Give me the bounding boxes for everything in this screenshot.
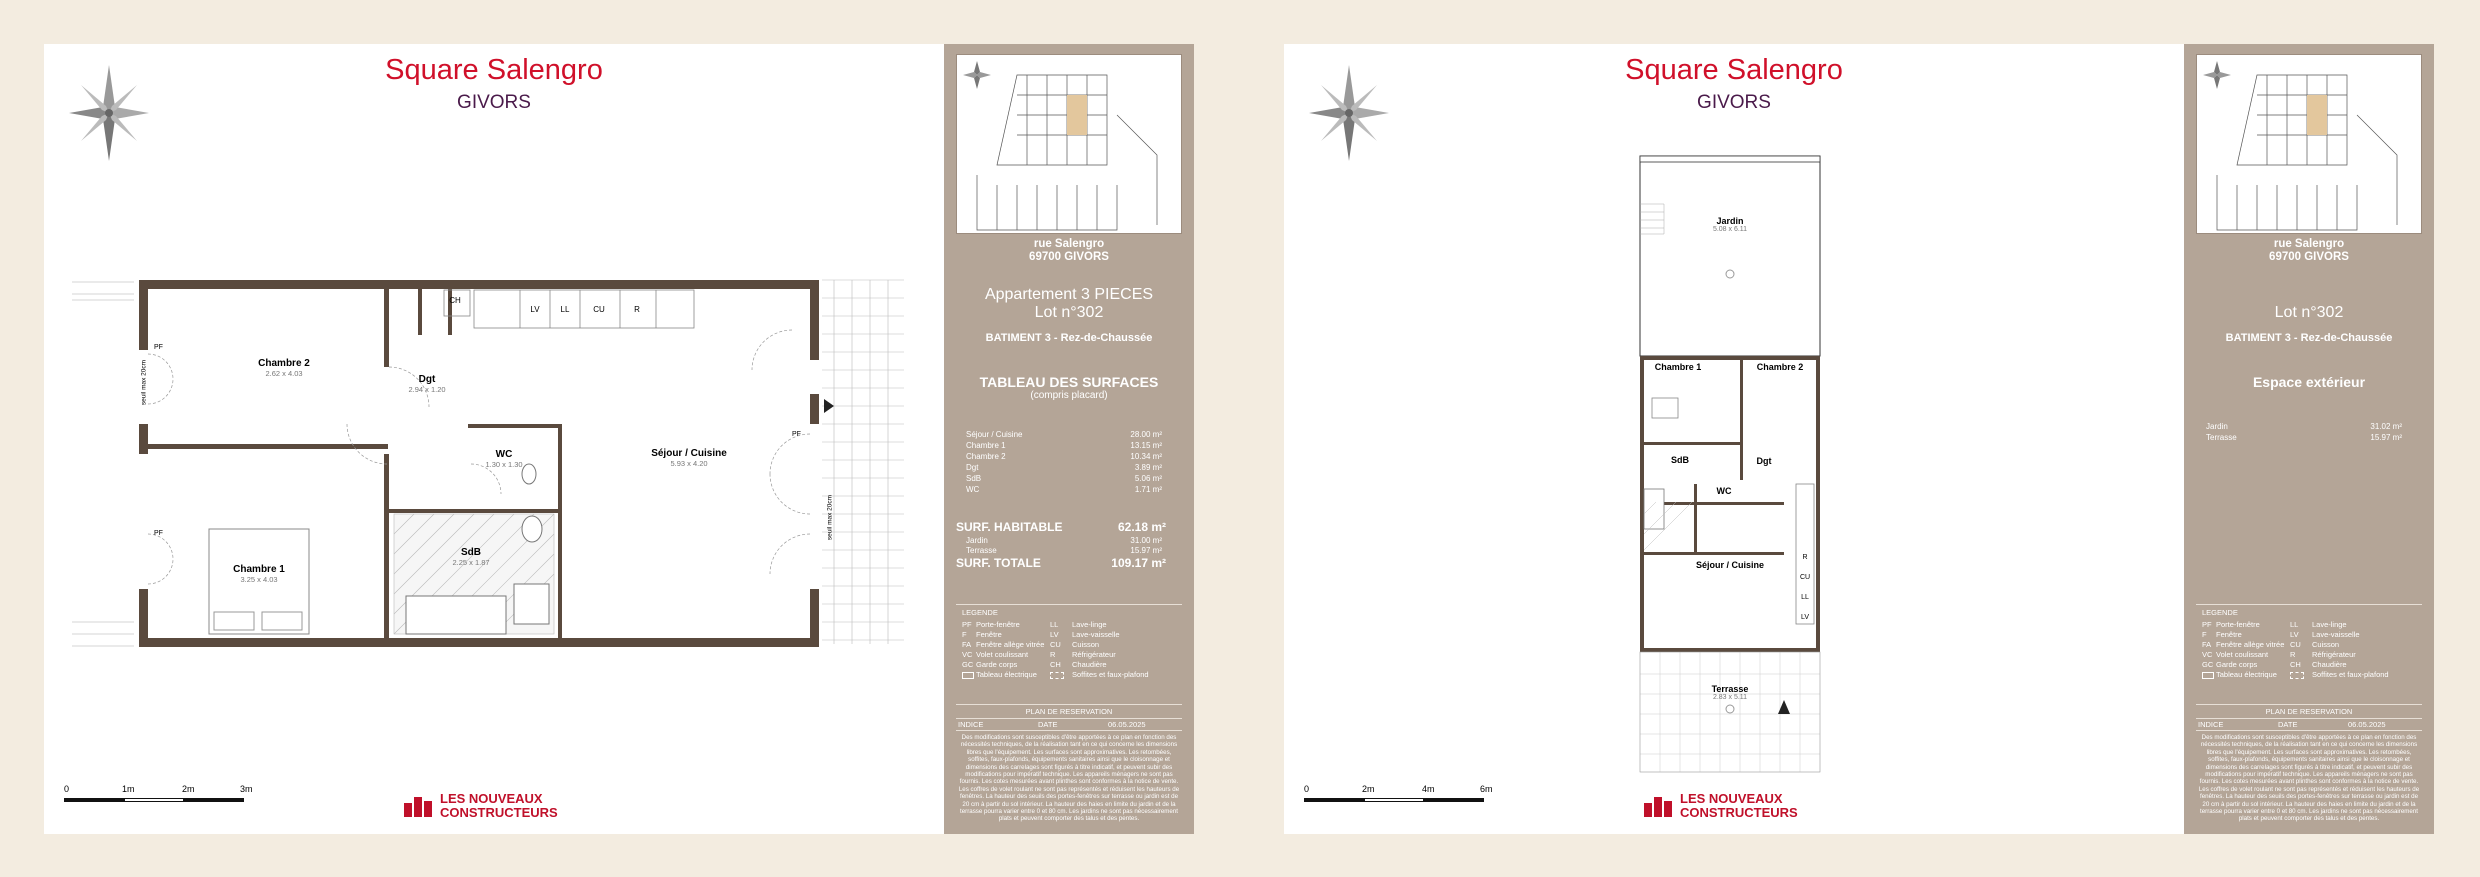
room-sdb xyxy=(436,547,506,567)
surface-row xyxy=(966,463,1162,472)
legend-text: Réfrigérateur xyxy=(1072,650,1116,659)
legend-text: Réfrigérateur xyxy=(2312,650,2356,659)
room-dim: 2.83 x 5.11 xyxy=(1712,694,1748,701)
legend-code: LV xyxy=(1050,630,1059,639)
address-line1: rue Salengro xyxy=(2273,238,2345,250)
info-panel xyxy=(2184,44,2434,834)
room-terrasse xyxy=(1690,684,1770,701)
batiment-level: BATIMENT 3 - Rez-de-Chaussée xyxy=(985,332,1153,344)
equip-ch: CH xyxy=(449,296,461,305)
indice-label: INDICE xyxy=(2198,720,2224,729)
site-map xyxy=(956,54,1182,234)
legend-text: Fenêtre allège vitrée xyxy=(2216,640,2285,649)
surface-table-title: TABLEAU DES SURFACES xyxy=(979,374,1159,390)
logo-line1: LES NOUVEAUX xyxy=(1680,791,1783,806)
legend-text: Cuisson xyxy=(2312,640,2340,649)
room-sejour xyxy=(624,448,754,468)
electric-panel-icon xyxy=(2202,672,2214,679)
surface-label: Chambre 2 xyxy=(966,452,1006,461)
legend-text: Soffites et faux-plafond xyxy=(2312,670,2389,679)
legend-code: GC xyxy=(2202,660,2214,669)
disclaimer: Des modifications sont susceptibles d'être apportées à ce plan en fonction des nécessités techniques, de la réalisation tant en ce qui concerne les dimensions libres que l'équipement. Les surfaces sont approximatives. Les retombées, soffites, faux-plafonds, équipements sanitaires ainsi que le cloisonnage et dimensions des carrelages sont figurés à titre indicatif, et peuvent subir des modifications pour impératif technique. Les appareils ménagers ne sont pas fournis. Les cotes mesurées avant plinthes sont conformes à la notice de vente. Les coffres de volet roulant ne sont pas représentés et réduisent les hauteurs de fenêtres. La hauteur des seuils des portes-fenêtres sur terrasse ou jardin est de 20 cm à partir du sol intérieur. La hauteur des haies en limite du jardin et de la terrasse pourra varier entre 0 et 80 cm. Les jardins ne sont pas nécessairement plats et peuvent comporter des talus et des pentes. xyxy=(958,734,1180,823)
legend xyxy=(2196,604,2422,679)
room-wc xyxy=(469,449,539,469)
exterior-row xyxy=(966,546,1162,555)
seuil-label: seuil max 20cm xyxy=(826,494,834,541)
surface-table-subtitle: (compris placard) xyxy=(1030,390,1108,401)
room-dim: 5.08 x 6.11 xyxy=(1712,226,1748,233)
address-line2: 69700 GIVORS xyxy=(1029,251,1109,263)
room-name: Séjour / Cuisine xyxy=(651,448,727,459)
room-dim: 2.94 x 1.20 xyxy=(408,385,446,394)
legend-text: Volet coulissant xyxy=(976,650,1029,659)
electric-panel-icon xyxy=(962,672,974,679)
legend-text: Fenêtre allège vitrée xyxy=(976,640,1045,649)
logo-building-icon xyxy=(404,795,432,817)
room-dim: 2.25 x 1.87 xyxy=(452,558,490,567)
surf-totale-label: SURF. TOTALE xyxy=(956,556,1041,570)
surface-label: Séjour / Cuisine xyxy=(966,430,1023,439)
legend-code: CH xyxy=(2290,660,2301,669)
legend-text: Fenêtre xyxy=(2216,630,2242,639)
exterior-value: 31.02 m² xyxy=(2370,422,2402,431)
legend-text: Fenêtre xyxy=(976,630,1002,639)
surface-value: 3.89 m² xyxy=(1134,463,1162,472)
room-name: Jardin xyxy=(1716,216,1744,226)
equip-cu: CU xyxy=(1799,574,1811,581)
surface-label: Chambre 1 xyxy=(966,441,1006,450)
pf-label: PF xyxy=(792,431,801,438)
surf-totale xyxy=(956,556,1166,570)
legend-code: F xyxy=(962,630,967,639)
date-value: 06.05.2025 xyxy=(2348,720,2386,729)
legend-code: R xyxy=(2290,650,2296,659)
legend-text: Tableau électrique xyxy=(2216,670,2277,679)
reservation-block xyxy=(2196,704,2422,731)
reservation-title: PLAN DE RESERVATION xyxy=(956,704,1182,716)
room-name: Chambre 2 xyxy=(258,358,310,369)
company-logo xyxy=(404,792,558,820)
legend-text: Soffites et faux-plafond xyxy=(1072,670,1149,679)
equip-r: R xyxy=(1802,554,1808,561)
legend-text: Cuisson xyxy=(1072,640,1100,649)
info-panel xyxy=(944,44,1194,834)
room-dim: 5.93 x 4.20 xyxy=(670,459,708,468)
room-name: SdB xyxy=(461,547,481,558)
legend-code: R xyxy=(1050,650,1056,659)
surf-habitable xyxy=(956,520,1166,534)
equip-column xyxy=(1798,548,1812,628)
legend-text: Lave-linge xyxy=(2312,620,2347,629)
legend-code: LL xyxy=(1050,620,1059,629)
scale-tick: 0 xyxy=(64,784,70,794)
address-line1: rue Salengro xyxy=(1033,238,1105,250)
legend-text: Chaudière xyxy=(1072,660,1107,669)
legend-code: LL xyxy=(2290,620,2299,629)
legend-code: FA xyxy=(2202,640,2212,649)
room-chambre2: Chambre 2 xyxy=(1756,362,1804,372)
plan-sheet-exterior xyxy=(1284,44,2434,834)
pf-label: PF xyxy=(154,344,163,351)
pf-label: PF xyxy=(154,530,163,537)
logo-line2: CONSTRUCTEURS xyxy=(440,805,558,820)
room-sdb: SdB xyxy=(1671,455,1689,465)
mini-compass-icon xyxy=(961,59,993,91)
plan-sheet-interior xyxy=(44,44,1194,834)
disclaimer: Des modifications sont susceptibles d'être apportées à ce plan en fonction des nécessités techniques, de la réalisation tant en ce qui concerne les dimensions libres que l'équipement. Les surfaces sont approximatives. Les retombées, soffites, faux-plafonds, équipements sanitaires ainsi que le cloisonnage et dimensions des carrelages sont figurés à titre indicatif, et peuvent subir des modifications pour impératif technique. Les appareils ménagers ne sont pas fournis. Les cotes mesurées avant plinthes sont conformes à la notice de vente. Les coffres de volet roulant ne sont pas représentés et réduisent les hauteurs de fenêtres. La hauteur des seuils des portes-fenêtres sur terrasse ou jardin est de 20 cm à partir du sol intérieur. La hauteur des haies en limite du jardin et de la terrasse pourra varier entre 0 et 80 cm. Les jardins ne sont pas nécessairement plats et peuvent comporter des talus et des pentes. xyxy=(2198,734,2420,823)
exterior-row xyxy=(966,536,1162,545)
room-sejour: Séjour / Cuisine xyxy=(1695,560,1764,570)
scale-bar xyxy=(1304,784,1504,810)
equip-ll: LL xyxy=(560,305,570,314)
legend-code: VC xyxy=(962,650,973,659)
scale-tick: 0 xyxy=(1304,784,1310,794)
scale-bar xyxy=(64,784,264,810)
exterior-label: Jardin xyxy=(966,536,988,545)
room-dgt: Dgt xyxy=(1756,456,1772,466)
scale-tick: 4m xyxy=(1422,784,1435,794)
room-name: Terrasse xyxy=(1711,684,1749,694)
apartment-type: Appartement 3 PIECES xyxy=(984,286,1154,303)
exterior-value: 15.97 m² xyxy=(2370,433,2402,442)
room-wc: WC xyxy=(1716,486,1732,496)
legend-text: Lave-vaisselle xyxy=(1072,630,1120,639)
room-chambre1: Chambre 1 xyxy=(1654,362,1702,372)
room-name: Chambre 1 xyxy=(233,564,285,575)
scale-tick: 2m xyxy=(182,784,195,794)
soffite-icon xyxy=(1050,672,1064,679)
surf-totale-value: 109.17 m² xyxy=(1111,556,1166,570)
date-label: DATE xyxy=(2278,720,2298,729)
plan-area xyxy=(1284,44,2184,834)
lot-number: Lot n°302 xyxy=(2274,304,2344,321)
exterior-value: 31.00 m² xyxy=(1130,536,1162,545)
scale-tick: 2m xyxy=(1362,784,1375,794)
legend-text: Porte-fenêtre xyxy=(976,620,1020,629)
equip-cu: CU xyxy=(593,305,605,314)
lot-number: Lot n°302 xyxy=(1034,304,1104,321)
logo-line2: CONSTRUCTEURS xyxy=(1680,805,1798,820)
surface-label: Dgt xyxy=(966,463,979,472)
surface-row xyxy=(966,430,1162,439)
room-dim: 2.62 x 4.03 xyxy=(265,369,303,378)
exterior-label: Terrasse xyxy=(2206,433,2237,442)
room-chambre1 xyxy=(204,564,314,584)
exterior-row xyxy=(2206,422,2402,431)
project-title: Square Salengro xyxy=(1625,54,1843,86)
legend-code: FA xyxy=(962,640,972,649)
site-map xyxy=(2196,54,2422,234)
legend-text: Tableau électrique xyxy=(976,670,1037,679)
surface-value: 1.71 m² xyxy=(1134,485,1162,494)
room-dgt xyxy=(392,374,462,394)
surface-label: WC xyxy=(966,485,980,494)
scale-tick: 3m xyxy=(240,784,253,794)
legend-code: CU xyxy=(2290,640,2301,649)
legend-text: Lave-vaisselle xyxy=(2312,630,2360,639)
scale-tick: 6m xyxy=(1480,784,1493,794)
legend-text: Garde corps xyxy=(976,660,1018,669)
surf-habitable-label: SURF. HABITABLE xyxy=(956,520,1063,534)
equip-ll: LL xyxy=(1801,594,1809,601)
date-value: 06.05.2025 xyxy=(1108,720,1146,729)
surf-habitable-value: 62.18 m² xyxy=(1117,520,1166,534)
address-line2: 69700 GIVORS xyxy=(2269,251,2349,263)
exterior-section-title: Espace extérieur xyxy=(2252,374,2366,390)
exterior-label: Terrasse xyxy=(966,546,997,555)
surface-row xyxy=(966,452,1162,461)
room-name: WC xyxy=(495,449,513,460)
surface-value: 10.34 m² xyxy=(1130,452,1162,461)
room-jardin xyxy=(1690,216,1770,233)
room-dim: 1.30 x 1.30 xyxy=(485,460,523,469)
logo-line1: LES NOUVEAUX xyxy=(440,791,543,806)
legend-text: Chaudière xyxy=(2312,660,2347,669)
surface-label: SdB xyxy=(966,474,982,483)
exterior-label: Jardin xyxy=(2206,422,2228,431)
reservation-block xyxy=(956,704,1182,731)
legend-code: PF xyxy=(962,620,972,629)
floor-plan-drawing xyxy=(1284,44,2184,834)
surface-value: 13.15 m² xyxy=(1130,441,1162,450)
legend-code: LV xyxy=(2290,630,2299,639)
legend-code: CU xyxy=(1050,640,1061,649)
exterior-value: 15.97 m² xyxy=(1130,546,1162,555)
scale-tick: 1m xyxy=(122,784,135,794)
exterior-row xyxy=(2206,433,2402,442)
legend-text: Volet coulissant xyxy=(2216,650,2269,659)
legend-text: Lave-linge xyxy=(1072,620,1107,629)
legend-title: LEGENDE xyxy=(962,608,998,617)
legend-code: PF xyxy=(2202,620,2212,629)
legend-text: Porte-fenêtre xyxy=(2216,620,2260,629)
room-dim: 3.25 x 4.03 xyxy=(240,575,278,584)
company-logo xyxy=(1644,792,1798,820)
equip-r: R xyxy=(634,305,640,314)
date-label: DATE xyxy=(1038,720,1058,729)
project-city: GIVORS xyxy=(457,92,531,113)
equip-lv: LV xyxy=(1800,614,1810,621)
equip-lv: LV xyxy=(530,305,540,314)
logo-building-icon xyxy=(1644,795,1672,817)
project-title: Square Salengro xyxy=(385,54,603,86)
room-name: Dgt xyxy=(418,374,436,385)
seuil-label: seuil max 20cm xyxy=(140,359,148,406)
room-chambre2 xyxy=(224,358,344,378)
project-city: GIVORS xyxy=(1697,92,1771,113)
legend-code: F xyxy=(2202,630,2207,639)
surface-row xyxy=(966,441,1162,450)
legend-code: CH xyxy=(1050,660,1061,669)
legend-code: GC xyxy=(962,660,974,669)
legend-text: Garde corps xyxy=(2216,660,2258,669)
mini-compass-icon xyxy=(2201,59,2233,91)
batiment-level: BATIMENT 3 - Rez-de-Chaussée xyxy=(2225,332,2393,344)
soffite-icon xyxy=(2290,672,2304,679)
surface-value: 28.00 m² xyxy=(1130,430,1162,439)
surface-row xyxy=(966,474,1162,483)
legend-title: LEGENDE xyxy=(2202,608,2238,617)
indice-label: INDICE xyxy=(958,720,984,729)
plan-area xyxy=(44,44,944,834)
floor-plan-drawing xyxy=(44,44,944,834)
legend xyxy=(956,604,1182,679)
surface-value: 5.06 m² xyxy=(1134,474,1162,483)
legend-code: VC xyxy=(2202,650,2213,659)
surface-row xyxy=(966,485,1162,494)
reservation-title: PLAN DE RESERVATION xyxy=(2196,704,2422,716)
